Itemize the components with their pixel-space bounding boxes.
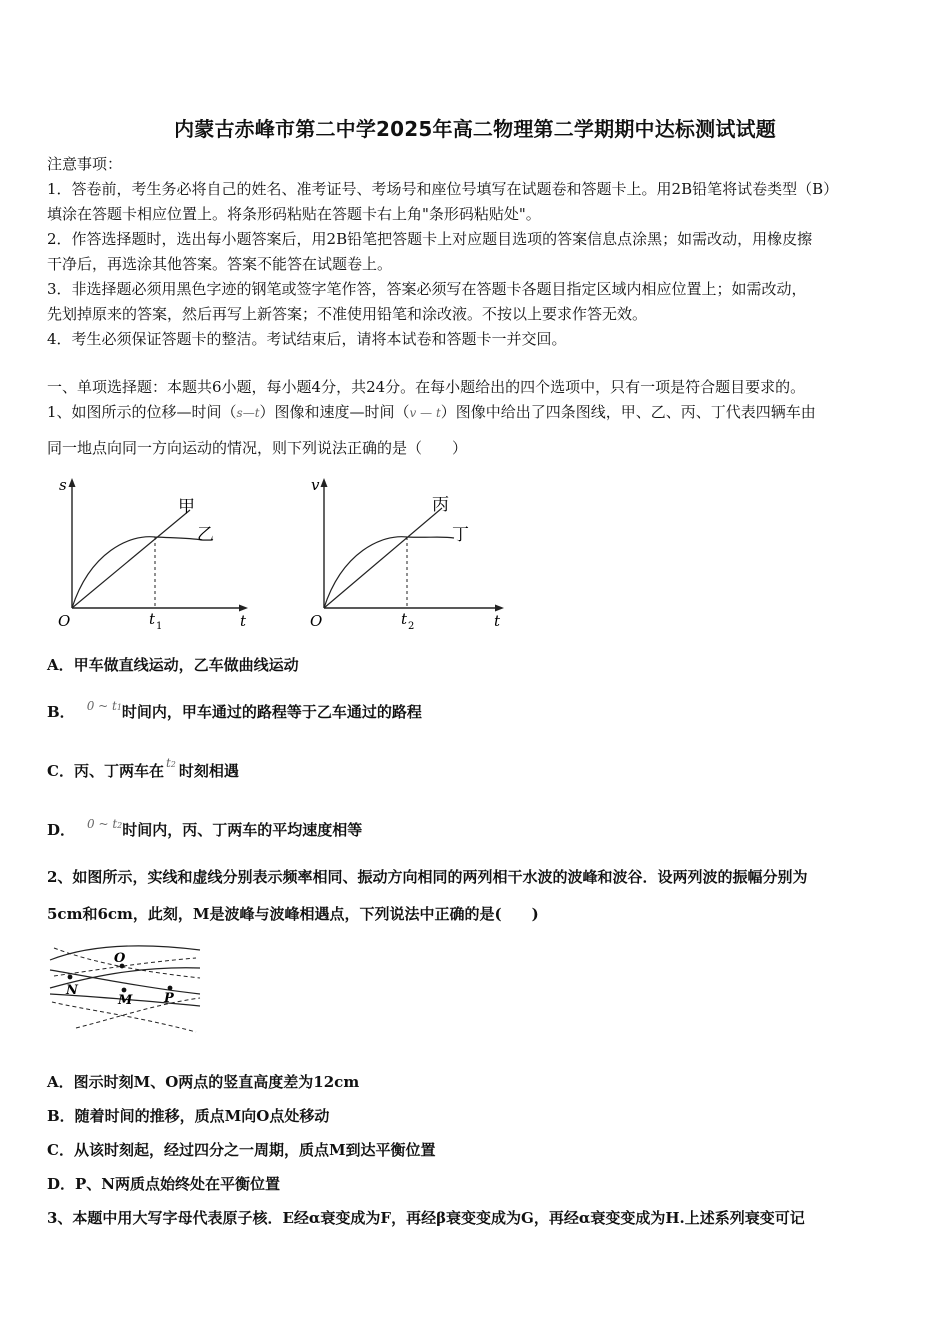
q1-option-d — [47, 817, 907, 843]
q2-option-b: B．随着时间的推移，质点M向O点处移动 — [47, 1107, 330, 1125]
q1-math-st: s—t — [236, 406, 260, 420]
vt-x-arrow — [495, 605, 504, 612]
notice-line-3: 2．作答选择题时，选出每小题答案后，用2B铅笔把答题卡上对应题目选项的答案信息点涂黑；如需改动，用橡皮擦 — [47, 230, 813, 248]
label-bing: 丙 — [432, 495, 449, 515]
q2-option-c: C．从该时刻起，经过四分之一周期，质点M到达平衡位置 — [47, 1141, 436, 1159]
q1-option-a: A．甲车做直线运动，乙车做曲线运动 — [47, 656, 299, 674]
q1-option-b-math: 0 ~ t — [86, 699, 117, 713]
curve-ding — [324, 537, 454, 608]
label-yi: 乙 — [197, 525, 214, 545]
q1-option-c-text: 时刻相遇 — [178, 762, 239, 780]
vt-x-label: t — [494, 612, 501, 630]
label-jia: 甲 — [178, 497, 195, 517]
label-n: N — [66, 983, 78, 998]
wave-interference-figure — [46, 936, 206, 1042]
st-origin: O — [58, 612, 71, 630]
label-ding: 丁 — [452, 525, 469, 545]
page-title: 内蒙古赤峰市第二中学2025年高二物理第二学期期中达标测试试题 — [174, 117, 776, 141]
q1-option-b-text: 时间内，甲车通过的路程等于乙车通过的路程 — [121, 703, 422, 721]
q1-option-b — [47, 699, 907, 725]
vt-origin: O — [310, 612, 323, 630]
vt-y-label: v — [311, 476, 320, 494]
vt-tick-t2: t — [401, 610, 408, 628]
q2-stem-line-2: 5cm和6cm，此刻，M是波峰与波峰相遇点，下列说法中正确的是( ) — [47, 905, 539, 923]
st-tick-t1: t — [149, 610, 156, 628]
notice-line-4: 干净后，再选涂其他答案。答案不能答在试题卷上。 — [47, 255, 393, 273]
vt-tick-sub: 2 — [408, 621, 415, 632]
q3-stem-line-1: 3、本题中用大写字母代表原子核．E经α衰变成为F，再经β衰变变成为G，再经α衰变变成为H.上述系列衰变可记 — [47, 1209, 805, 1227]
q1-option-c-label: C．丙、丁两车在 — [47, 762, 164, 780]
notice-line-7: 4．考生必须保证答题卡的整洁。考试结束后，请将本试卷和答题卡一并交回。 — [47, 330, 567, 348]
q1-stem-line-1 — [47, 402, 907, 423]
q1-option-b-sub: 1 — [116, 703, 122, 712]
q2-option-a: A．图示时刻M、O两点的竖直高度差为12cm — [47, 1073, 360, 1091]
notice-heading: 注意事项： — [47, 155, 123, 173]
curve-yi — [72, 537, 202, 608]
notice-line-6: 先划掉原来的答案，然后再写上新答案；不准使用铅笔和涂改液。不按以上要求作答无效。 — [47, 305, 648, 323]
line-jia — [72, 510, 190, 608]
vt-graph — [302, 472, 517, 632]
vt-y-arrow — [321, 478, 328, 487]
q1-option-d-sub: 2 — [117, 821, 123, 830]
st-y-label: s — [59, 476, 67, 494]
trough-line-4 — [76, 998, 200, 1028]
label-o: O — [114, 951, 126, 966]
section-heading: 一、单项选择题：本题共6小题，每小题4分，共24分。在每小题给出的四个选项中，只有一项是符合题目要求的。 — [47, 378, 806, 396]
q1-math-vt: v — t — [409, 406, 441, 420]
q1-option-b-label: B． — [47, 703, 75, 721]
q1-option-c — [47, 756, 907, 784]
q1-option-d-text: 时间内，丙、丁两车的平均速度相等 — [122, 821, 363, 839]
notice-line-5: 3．非选择题必须用黑色字迹的钢笔或签字笔作答，答案必须写在答题卡各题目指定区域内相应位置上；如需改动， — [47, 280, 807, 298]
q1-stem-part-b: ）图像和速度—时间（ — [259, 403, 410, 421]
q1-option-d-math: 0 ~ t — [87, 817, 118, 831]
q2-stem-line-1: 2、如图所示，实线和虚线分别表示频率相同、振动方向相同的两列相干水波的波峰和波谷．设两列波的振幅分别为 — [47, 868, 808, 886]
point-p — [168, 986, 173, 991]
label-m: M — [118, 993, 133, 1008]
q1-option-c-sub: 2 — [170, 760, 176, 769]
st-x-label: t — [240, 612, 247, 630]
point-m — [122, 988, 127, 993]
label-p: P — [164, 991, 174, 1006]
st-graph — [50, 472, 260, 632]
q1-option-c-math: t — [165, 756, 171, 770]
q1-stem-line-2: 同一地点向同一方向运动的情况，则下列说法正确的是（ ） — [47, 439, 468, 457]
q1-stem-part-a: 1、如图所示的位移—时间（ — [47, 403, 237, 421]
notice-line-2: 填涂在答题卡相应位置上。将条形码粘贴在答题卡右上角"条形码粘贴处"。 — [47, 205, 541, 223]
notice-line-1: 1．答卷前，考生务必将自己的姓名、准考证号、考场号和座位号填写在试题卷和答题卡上。用2B铅笔将试卷类型（B） — [47, 180, 839, 198]
q2-option-d: D．P、N两质点始终处在平衡位置 — [47, 1175, 280, 1193]
st-y-arrow — [69, 478, 76, 487]
st-x-arrow — [239, 605, 248, 612]
q1-option-d-label: D． — [47, 821, 76, 839]
line-bing — [324, 508, 442, 608]
st-tick-sub: 1 — [156, 621, 163, 632]
q1-stem-part-c: ）图像中给出了四条图线，甲、乙、丙、丁代表四辆车由 — [440, 403, 816, 421]
point-n — [68, 975, 73, 980]
